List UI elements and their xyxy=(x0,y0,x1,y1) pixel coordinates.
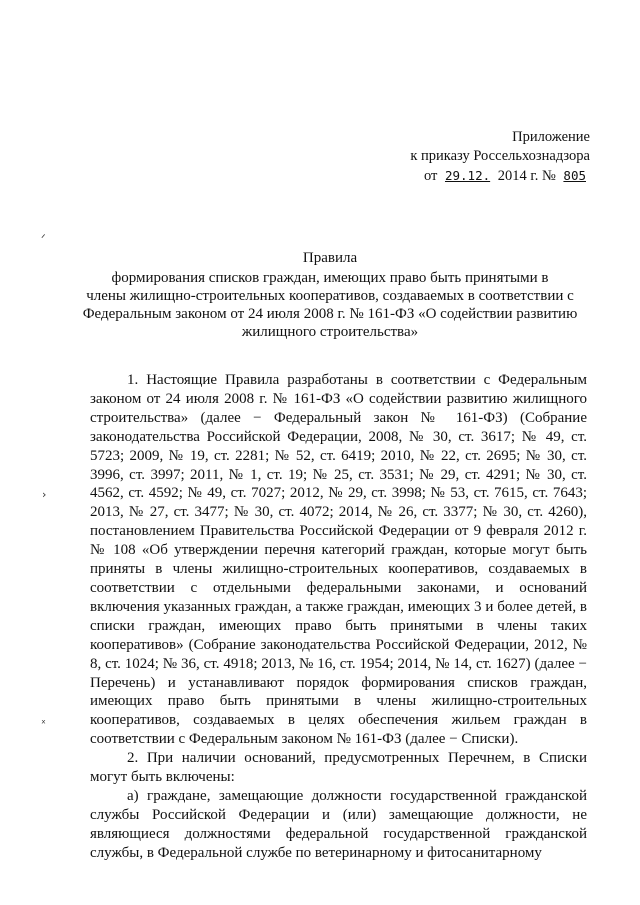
title-line: формирования списков граждан, имеющих право быть принятыми в xyxy=(111,270,549,286)
title-line: члены жилищно-строительных кооперативов, создаваемых в соответствии с xyxy=(86,288,574,304)
scan-mark: › xyxy=(42,488,47,501)
document-body xyxy=(90,371,587,863)
title-heading: Правила xyxy=(302,250,358,266)
annex-order-ref: к приказу Россельхознадзора xyxy=(410,148,590,164)
annex-title: Приложение xyxy=(512,129,590,145)
scan-mark: ᐟ xyxy=(41,232,46,245)
paragraph-2a: а) граждане, замещающие должности государственной гражданской службы Российской Федерации и (или) замещающие должности, не являющиеся должностями федеральной государственной гражданской службы, в Федеральной службе по ветеринарному и фитосанитарному xyxy=(90,787,587,861)
annex-year-number-label: 2014 г. № xyxy=(497,168,556,184)
annex-block xyxy=(380,128,590,186)
annex-order-number: 805 xyxy=(563,168,586,183)
annex-from-label: от xyxy=(423,168,438,184)
document-title xyxy=(60,249,600,341)
title-line: Федеральным законом от 24 июля 2008 г. № 161-ФЗ «О содействии развитию xyxy=(82,306,578,322)
scan-mark: ˣ xyxy=(41,717,46,730)
paragraph-1: 1. Настоящие Правила разработаны в соответствии с Федеральным законом от 24 июля 2008 г. № 161-ФЗ «О содействии развитию жилищного строительства» (далее − Федеральный закон № 161-ФЗ) (Собрание законодательства Российской Федерации, 2008, № 30, ст. 3617; № 49, ст. 5723; 2009, № 19, ст. 2281; № 52, ст. 6419; 2010, № 22, ст. 2695; № 30, ст. 3996, ст. 3997; 2011, № 1, ст. 19; № 25, ст. 3531; № 29, ст. 4291; № 30, ст. 4562, ст. 4592; № 49, ст. 7027; 2012, № 29, ст. 3998; № 53, ст. 7615, ст. 7643; 2013, № 27, ст. 3477; № 30, ст. 4072; 2014, № 26, ст. 3377; № 30, ст. 4260), постановлением Правительства Российской Федерации от 9 февраля 2012 г. № 108 «Об утверждении перечня категорий граждан, которые могут быть приняты в члены жилищно-строительных кооперативов, создаваемых в соответствии с отдельными федеральными законами, и оснований включения указанных граждан, а также граждан, имеющих 3 и более детей, в списки граждан, имеющих право быть принятыми в члены таких кооперативов» (Собрание законодательства Российской Федерации, 2012, № 8, ст. 1024; № 36, ст. 4918; 2013, № 16, ст. 1954; 2014, № 14, ст. 1627) (далее − Перечень) и устанавливают порядок формирования списков граждан, имеющих право быть принятыми в члены жилищно-строительных кооперативов, создаваемых в целях обеспечения жильем граждан в соответствии с Федеральным законом № 161-ФЗ (далее − Списки). xyxy=(90,372,587,748)
annex-date-line xyxy=(380,166,590,186)
paragraph-2: 2. При наличии оснований, предусмотренных Перечнем, в Списки могут быть включены: xyxy=(90,750,587,786)
title-line: жилищного строительства» xyxy=(241,324,419,340)
annex-date: 29.12. xyxy=(444,168,491,183)
